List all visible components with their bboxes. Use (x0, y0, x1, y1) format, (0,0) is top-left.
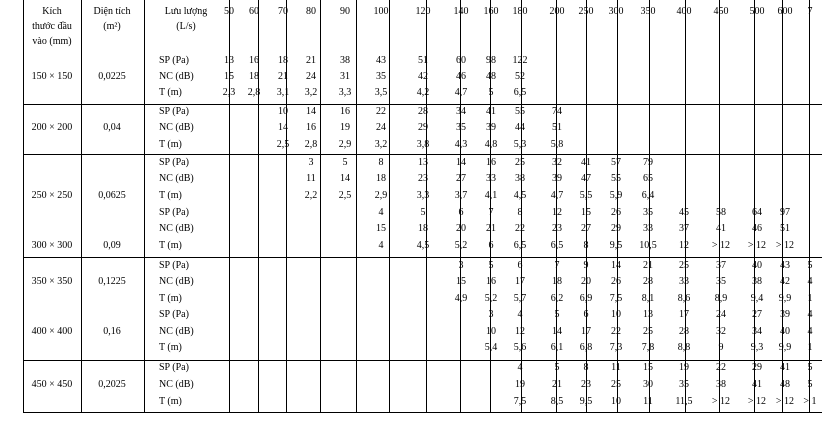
table-cell: 6 (488, 240, 494, 251)
header-flow-value: 140 (453, 6, 469, 17)
table-cell: 4 (517, 362, 523, 373)
table-cell: 37 (679, 223, 689, 234)
table-cell: 9 (583, 260, 589, 271)
header-flow-value: 350 (640, 6, 656, 17)
table-cell: 18 (278, 55, 288, 66)
table-cell: 8,9 (714, 293, 728, 304)
row-size: 250 × 250 (31, 190, 73, 201)
header-flow-value: 60 (249, 6, 259, 17)
table-cell: 5,8 (550, 139, 564, 150)
table-cell: 27 (581, 223, 591, 234)
row-size: 150 × 150 (31, 71, 73, 82)
table-cell: 4,3 (454, 139, 468, 150)
row-size: 400 × 400 (31, 326, 73, 337)
table-cell: 24 (716, 309, 726, 320)
table-cell: 8,1 (641, 293, 655, 304)
header-flow-value: 100 (373, 6, 389, 17)
row-size: 200 × 200 (31, 122, 73, 133)
table-cell: 14 (611, 260, 621, 271)
table-cell: 4,8 (484, 139, 498, 150)
table-cell: 3,7 (454, 190, 468, 201)
table-cell: 3,5 (374, 87, 388, 98)
metric-label: NC (dB) (159, 326, 194, 337)
table-cell: 15 (456, 276, 466, 287)
table-cell: 46 (752, 223, 762, 234)
table-cell: 3 (458, 260, 464, 271)
table-cell: 41 (752, 379, 762, 390)
table-cell: 6 (517, 260, 523, 271)
table-cell: > 12 (775, 396, 795, 407)
table-cell: 4,5 (416, 240, 430, 251)
row-divider (23, 412, 822, 413)
header-flow-value: 600 (777, 6, 793, 17)
header-size-label: thước đầu (32, 21, 72, 32)
table-cell: 41 (780, 362, 790, 373)
table-cell: 29 (418, 122, 428, 133)
table-cell: 24 (306, 71, 316, 82)
table-cell: 3,8 (416, 139, 430, 150)
table-cell: 9 (718, 342, 724, 353)
table-cell: 5,9 (609, 190, 623, 201)
table-cell: 14 (456, 157, 466, 168)
table-cell: 74 (552, 106, 562, 117)
table-cell: 19 (515, 379, 525, 390)
table-cell: 25 (611, 379, 621, 390)
table-cell: 10 (611, 396, 621, 407)
table-cell: 15 (224, 71, 234, 82)
row-area: 0,09 (103, 240, 121, 251)
table-cell: 21 (643, 260, 653, 271)
table-cell: 22 (376, 106, 386, 117)
table-cell: 26 (611, 276, 621, 287)
table-cell: 64 (752, 207, 762, 218)
row-area: 0,0225 (98, 71, 126, 82)
table-cell: 3,2 (374, 139, 388, 150)
table-cell: 60 (456, 55, 466, 66)
table-cell: 12 (552, 207, 562, 218)
header-flow-value: 80 (306, 6, 316, 17)
table-cell: 12 (515, 326, 525, 337)
table-cell: 16 (486, 276, 496, 287)
table-cell: 5,7 (513, 293, 527, 304)
table-cell: 5 (488, 87, 494, 98)
table-cell: 5,4 (484, 342, 498, 353)
table-cell: 39 (780, 309, 790, 320)
metric-label: NC (dB) (159, 379, 194, 390)
table-cell: 9,9 (778, 293, 792, 304)
table-cell: 27 (456, 173, 466, 184)
table-cell: 25 (679, 260, 689, 271)
metric-label: SP (Pa) (159, 309, 189, 320)
table-cell: 9,4 (750, 293, 764, 304)
table-cell: > 12 (711, 396, 731, 407)
table-cell: 8,8 (677, 342, 691, 353)
table-cell: 16 (486, 157, 496, 168)
table-cell: 6,2 (550, 293, 564, 304)
metric-label: SP (Pa) (159, 55, 189, 66)
table-cell: 8 (583, 362, 589, 373)
table-cell: 38 (515, 173, 525, 184)
table-cell: 5 (554, 309, 560, 320)
table-cell: 2,9 (338, 139, 352, 150)
row-divider (23, 257, 822, 258)
table-cell: 11 (643, 396, 653, 407)
metric-label: T (m) (159, 87, 182, 98)
table-cell: 3 (308, 157, 314, 168)
table-cell: 47 (581, 173, 591, 184)
metric-label: SP (Pa) (159, 260, 189, 271)
table-cell: 41 (581, 157, 591, 168)
table-cell: 4 (378, 240, 384, 251)
table-cell: 21 (306, 55, 316, 66)
row-area: 0,0625 (98, 190, 126, 201)
table-cell: 18 (376, 173, 386, 184)
table-cell: 6,9 (579, 293, 593, 304)
table-cell: 4,9 (454, 293, 468, 304)
table-cell: 23 (581, 379, 591, 390)
table-cell: 10 (611, 309, 621, 320)
header-area-label: (m²) (103, 21, 121, 32)
table-cell: 7,5 (609, 293, 623, 304)
table-cell: 3,3 (338, 87, 352, 98)
table-cell: 38 (340, 55, 350, 66)
table-cell: 16 (340, 106, 350, 117)
table-cell: 8 (517, 207, 523, 218)
table-cell: 1 (807, 293, 813, 304)
table-cell: 39 (552, 173, 562, 184)
table-cell: 12 (679, 240, 689, 251)
table-cell: 98 (486, 55, 496, 66)
table-cell: 6,5 (550, 240, 564, 251)
table-cell: 58 (716, 207, 726, 218)
table-cell: 6 (583, 309, 589, 320)
header-flow-label: Lưu lượng (164, 6, 208, 17)
table-cell: 11,5 (675, 396, 693, 407)
row-area: 0,1225 (98, 276, 126, 287)
table-cell: 38 (716, 379, 726, 390)
header-size-label: vào (mm) (32, 36, 72, 47)
table-cell: 7,3 (609, 342, 623, 353)
row-size: 450 × 450 (31, 379, 73, 390)
table-cell: 15 (643, 362, 653, 373)
table-cell: 4,7 (550, 190, 564, 201)
header-area-label: Diện tích (93, 6, 131, 17)
table-cell: 24 (376, 122, 386, 133)
table-cell: 31 (340, 71, 350, 82)
table-cell: 6,5 (513, 240, 527, 251)
table-cell: 7,5 (513, 396, 527, 407)
table-cell: 17 (581, 326, 591, 337)
table-cell: 17 (515, 276, 525, 287)
table-cell: 18 (418, 223, 428, 234)
metric-label: T (m) (159, 293, 182, 304)
metric-label: NC (dB) (159, 122, 194, 133)
header-flow-value: 90 (340, 6, 350, 17)
header-flow-value: 7 (807, 6, 813, 17)
table-cell: 9,5 (609, 240, 623, 251)
table-cell: 79 (643, 157, 653, 168)
table-cell: 45 (679, 207, 689, 218)
table-cell: 5 (488, 260, 494, 271)
table-cell: 28 (418, 106, 428, 117)
table-cell: 13 (418, 157, 428, 168)
header-flow-value: 50 (224, 6, 234, 17)
table-cell: 4,5 (513, 190, 527, 201)
table-cell: 5 (807, 260, 813, 271)
table-cell: 23 (552, 223, 562, 234)
table-cell: 27 (752, 309, 762, 320)
table-cell: > 12 (747, 240, 767, 251)
table-cell: 22 (611, 326, 621, 337)
table-cell: > 12 (711, 240, 731, 251)
table-cell: 3 (488, 309, 494, 320)
table-cell: 26 (611, 207, 621, 218)
metric-label: SP (Pa) (159, 106, 189, 117)
table-cell: 33 (486, 173, 496, 184)
table-cell: 65 (643, 173, 653, 184)
table-cell: 10 (486, 326, 496, 337)
metric-label: T (m) (159, 190, 182, 201)
table-cell: 11 (306, 173, 316, 184)
table-cell: 5,3 (513, 139, 527, 150)
table-cell: 38 (752, 276, 762, 287)
table-cell: 35 (376, 71, 386, 82)
table-cell: 10,5 (639, 240, 657, 251)
table-cell: 41 (716, 223, 726, 234)
table-cell: 8,6 (677, 293, 691, 304)
table-cell: 57 (611, 157, 621, 168)
header-flow-value: 400 (676, 6, 692, 17)
table-cell: 6,5 (513, 87, 527, 98)
metric-label: T (m) (159, 342, 182, 353)
table-cell: 6,8 (579, 342, 593, 353)
column-divider (23, 0, 24, 412)
table-cell: 97 (780, 207, 790, 218)
table-cell: 3,2 (304, 87, 318, 98)
row-size: 350 × 350 (31, 276, 73, 287)
table-cell: 35 (679, 379, 689, 390)
table-cell: 22 (515, 223, 525, 234)
table-cell: 5 (342, 157, 348, 168)
table-cell: 25 (515, 157, 525, 168)
table-cell: 20 (581, 276, 591, 287)
table-cell: 4 (807, 309, 813, 320)
table-cell: > 1 (803, 396, 817, 407)
table-cell: 14 (306, 106, 316, 117)
table-cell: 15 (376, 223, 386, 234)
table-cell: 43 (376, 55, 386, 66)
table-cell: 15 (581, 207, 591, 218)
table-cell: 25 (643, 326, 653, 337)
table-cell: 32 (552, 157, 562, 168)
table-cell: 42 (418, 71, 428, 82)
table-cell: 4,1 (484, 190, 498, 201)
column-divider (144, 0, 145, 412)
table-cell: 13 (643, 309, 653, 320)
table-cell: 29 (752, 362, 762, 373)
table-cell: 11 (611, 362, 621, 373)
table-cell: 6,1 (550, 342, 564, 353)
table-cell: 7 (554, 260, 560, 271)
table-cell: 55 (611, 173, 621, 184)
table-cell: 32 (716, 326, 726, 337)
table-cell: > 12 (775, 240, 795, 251)
table-cell: 39 (486, 122, 496, 133)
header-flow-value: 200 (549, 6, 565, 17)
table-cell: 9,9 (778, 342, 792, 353)
table-cell: 46 (456, 71, 466, 82)
table-cell: 22 (716, 362, 726, 373)
table-cell: 2,8 (247, 87, 261, 98)
row-divider (23, 154, 822, 155)
header-flow-value: 250 (578, 6, 594, 17)
table-cell: 34 (752, 326, 762, 337)
table-cell: 8 (378, 157, 384, 168)
table-cell: 40 (752, 260, 762, 271)
metric-label: T (m) (159, 240, 182, 251)
table-cell: 18 (249, 71, 259, 82)
table-cell: 14 (552, 326, 562, 337)
metric-label: SP (Pa) (159, 157, 189, 168)
table-cell: 19 (340, 122, 350, 133)
column-divider (81, 0, 82, 412)
table-cell: 4,2 (416, 87, 430, 98)
table-cell: 28 (643, 276, 653, 287)
table-cell: 14 (278, 122, 288, 133)
table-cell: 44 (515, 122, 525, 133)
table-cell: 9,5 (579, 396, 593, 407)
table-cell: 4 (378, 207, 384, 218)
table-cell: 51 (418, 55, 428, 66)
table-cell: 21 (552, 379, 562, 390)
table-cell: 2,5 (338, 190, 352, 201)
table-cell: 2,3 (222, 87, 236, 98)
table-cell: 4 (807, 326, 813, 337)
table-cell: 16 (306, 122, 316, 133)
table-cell: 48 (780, 379, 790, 390)
table-cell: 51 (780, 223, 790, 234)
table-cell: 5 (554, 362, 560, 373)
table-cell: 13 (224, 55, 234, 66)
table-cell: 33 (643, 223, 653, 234)
table-cell: 2,8 (304, 139, 318, 150)
row-area: 0,04 (103, 122, 121, 133)
header-flow-value: 450 (713, 6, 729, 17)
header-flow-value: 500 (749, 6, 765, 17)
table-cell: 5 (807, 362, 813, 373)
table-cell: 30 (643, 379, 653, 390)
table-cell: 35 (716, 276, 726, 287)
table-cell: 33 (679, 276, 689, 287)
table-cell: 35 (643, 207, 653, 218)
table-cell: 2,2 (304, 190, 318, 201)
row-area: 0,2025 (98, 379, 126, 390)
table-cell: 8,5 (550, 396, 564, 407)
header-flow-value: 160 (483, 6, 499, 17)
table-cell: 3,1 (276, 87, 290, 98)
table-cell: 7 (488, 207, 494, 218)
table-cell: 55 (515, 106, 525, 117)
table-cell: 35 (456, 122, 466, 133)
row-divider (23, 104, 822, 105)
table-cell: 19 (679, 362, 689, 373)
table-cell: 1 (807, 342, 813, 353)
table-cell: 5,2 (484, 293, 498, 304)
metric-label: T (m) (159, 396, 182, 407)
header-flow-value: 70 (278, 6, 288, 17)
table-cell: 52 (515, 71, 525, 82)
header-flow-value: 300 (608, 6, 624, 17)
table-cell: 37 (716, 260, 726, 271)
header-flow-value: 180 (512, 6, 528, 17)
table-cell: 5,5 (579, 190, 593, 201)
header-size-label: Kích (42, 6, 62, 17)
table-cell: 29 (611, 223, 621, 234)
row-divider (23, 360, 822, 361)
metric-label: NC (dB) (159, 71, 194, 82)
table-cell: 48 (486, 71, 496, 82)
table-cell: 14 (340, 173, 350, 184)
table-cell: 4,7 (454, 87, 468, 98)
table-cell: 7,8 (641, 342, 655, 353)
table-cell: 20 (456, 223, 466, 234)
header-flow-value: 120 (415, 6, 431, 17)
metric-label: NC (dB) (159, 276, 194, 287)
table-cell: 34 (456, 106, 466, 117)
table-cell: > 12 (747, 396, 767, 407)
table-cell: 23 (418, 173, 428, 184)
table-cell: 3,3 (416, 190, 430, 201)
table-cell: 41 (486, 106, 496, 117)
table-cell: 4 (807, 276, 813, 287)
table-cell: 5,2 (454, 240, 468, 251)
table-cell: 6 (458, 207, 464, 218)
table-cell: 51 (552, 122, 562, 133)
row-size: 300 × 300 (31, 240, 73, 251)
metric-label: NC (dB) (159, 223, 194, 234)
table-cell: 8 (583, 240, 589, 251)
table-cell: 21 (278, 71, 288, 82)
table-cell: 122 (512, 55, 528, 66)
table-cell: 5 (807, 379, 813, 390)
table-cell: 5 (420, 207, 426, 218)
metric-label: SP (Pa) (159, 362, 189, 373)
row-area: 0,16 (103, 326, 121, 337)
metric-label: SP (Pa) (159, 207, 189, 218)
table-cell: 42 (780, 276, 790, 287)
table-cell: 17 (679, 309, 689, 320)
table-cell: 21 (486, 223, 496, 234)
table-cell: 18 (552, 276, 562, 287)
table-cell: 9,3 (750, 342, 764, 353)
table-cell: 4 (517, 309, 523, 320)
table-cell: 43 (780, 260, 790, 271)
metric-label: T (m) (159, 139, 182, 150)
table-cell: 10 (278, 106, 288, 117)
header-flow-label: (L/s) (176, 21, 196, 32)
table-cell: 28 (679, 326, 689, 337)
table-cell: 2,5 (276, 139, 290, 150)
table-cell: 2,9 (374, 190, 388, 201)
table-cell: 16 (249, 55, 259, 66)
table-cell: 5,6 (513, 342, 527, 353)
metric-label: NC (dB) (159, 173, 194, 184)
table-cell: 40 (780, 326, 790, 337)
table-cell: 6,4 (641, 190, 655, 201)
